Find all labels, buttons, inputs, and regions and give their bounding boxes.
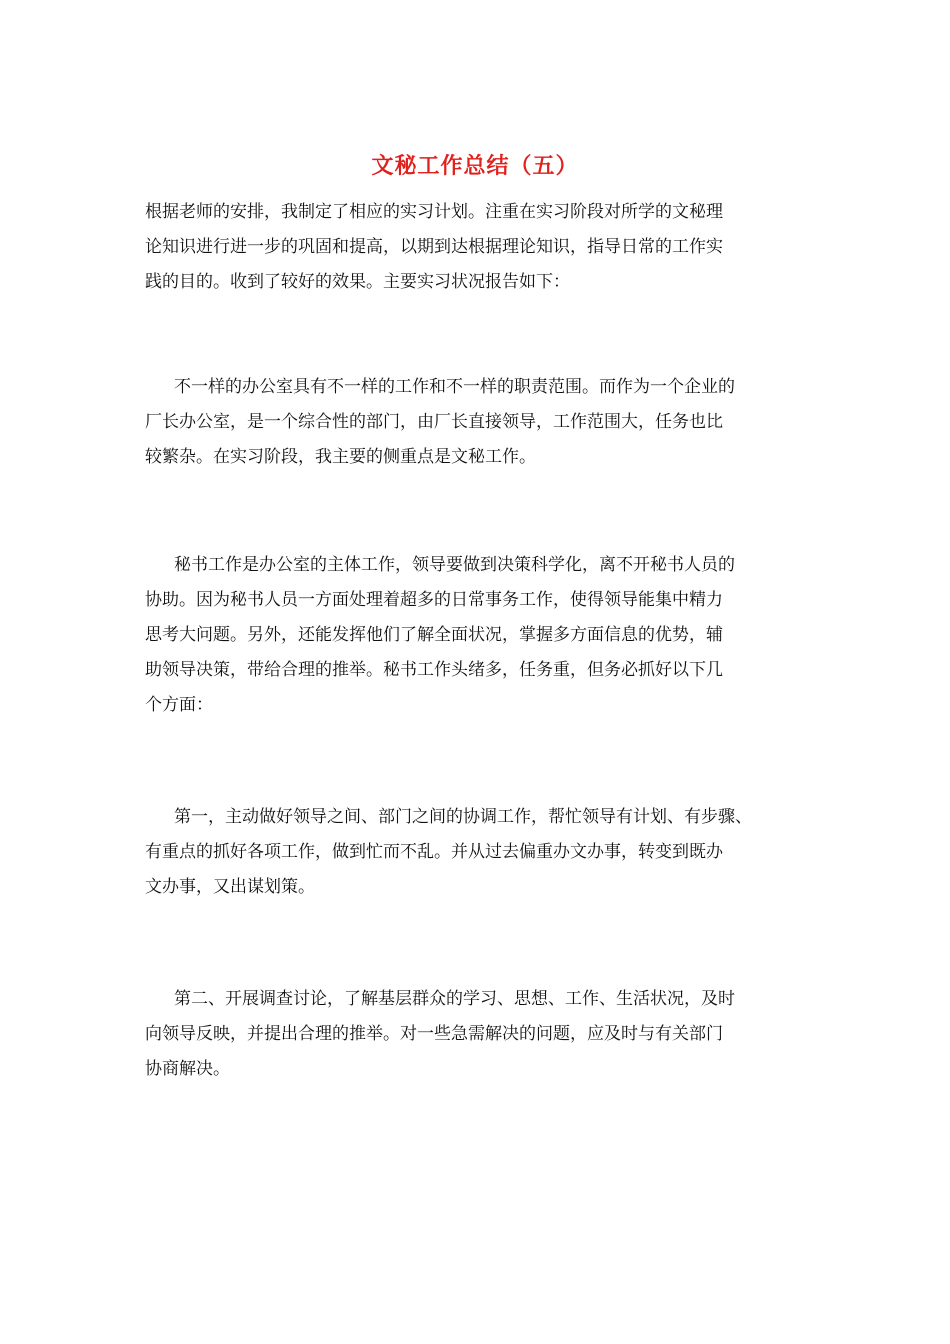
paragraph-office-scope <box>145 370 835 475</box>
paragraph-line: 个方面： <box>145 695 213 715</box>
paragraph-line: 不一样的办公室具有不一样的工作和不一样的职责范围。而作为一个企业的 <box>174 377 735 397</box>
paragraph-line: 第二、开展调查讨论，了解基层群众的学习、思想、工作、生活状况，及时 <box>174 989 735 1009</box>
paragraph-line: 协商解决。 <box>145 1059 230 1079</box>
paragraph-line: 助领导决策，带给合理的推举。秘书工作头绪多，任务重，但务必抓好以下几 <box>145 660 723 680</box>
paragraph-line: 践的目的。收到了较好的效果。主要实习状况报告如下： <box>145 272 570 292</box>
document-title: 文秘工作总结（五） <box>371 153 579 179</box>
paragraph-point-two <box>145 982 835 1087</box>
paragraph-line: 有重点的抓好各项工作，做到忙而不乱。并从过去偏重办文办事，转变到既办 <box>145 842 723 862</box>
paragraph-line: 厂长办公室，是一个综合性的部门，由厂长直接领导，工作范围大，任务也比 <box>145 412 723 432</box>
paragraph-line: 思考大问题。另外，还能发挥他们了解全面状况，掌握多方面信息的优势，辅 <box>145 625 723 645</box>
paragraph-line: 向领导反映，并提出合理的推举。对一些急需解决的问题，应及时与有关部门 <box>145 1024 723 1044</box>
paragraph-line: 较繁杂。在实习阶段，我主要的侧重点是文秘工作。 <box>145 447 536 467</box>
paragraph-line: 根据老师的安排，我制定了相应的实习计划。注重在实习阶段对所学的文秘理 <box>145 202 723 222</box>
paragraph-intro <box>145 195 835 300</box>
paragraph-line: 第一，主动做好领导之间、部门之间的协调工作，帮忙领导有计划、有步骤、 <box>174 807 752 827</box>
paragraph-point-one <box>145 800 835 905</box>
paragraph-line: 文办事，又出谋划策。 <box>145 877 315 897</box>
paragraph-line: 秘书工作是办公室的主体工作，领导要做到决策科学化，离不开秘书人员的 <box>174 555 735 575</box>
paragraph-secretary-work <box>145 548 835 723</box>
paragraph-line: 协助。因为秘书人员一方面处理着超多的日常事务工作，使得领导能集中精力 <box>145 590 723 610</box>
paragraph-line: 论知识进行进一步的巩固和提高，以期到达根据理论知识，指导日常的工作实 <box>145 237 723 257</box>
